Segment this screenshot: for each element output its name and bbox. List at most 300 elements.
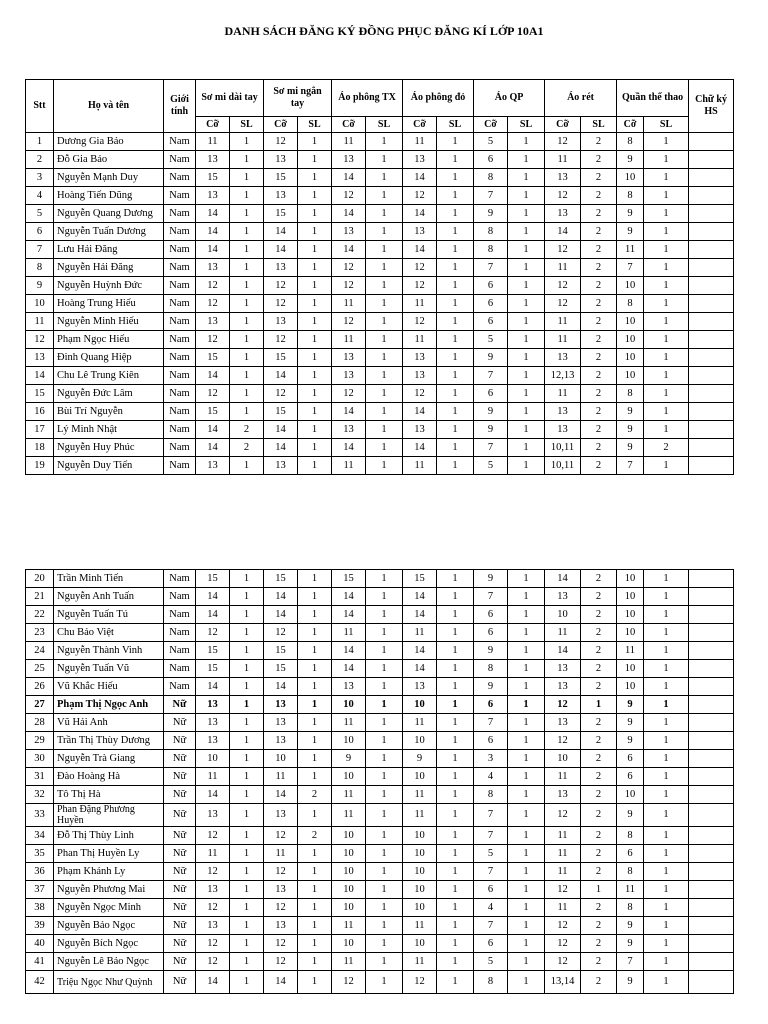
qty-cell: 1	[437, 169, 474, 187]
size-cell: 12	[264, 863, 298, 881]
qty-cell: 2	[581, 678, 617, 696]
size-cell: 13	[403, 367, 437, 385]
size-cell: 12	[332, 259, 366, 277]
qty-cell: 1	[298, 642, 332, 660]
gender-cell: Nam	[164, 169, 196, 187]
qty-cell: 1	[508, 714, 545, 732]
size-cell: 6	[474, 277, 508, 295]
student-name: Lý Minh Nhật	[54, 421, 164, 439]
size-cell: 10	[332, 935, 366, 953]
qty-cell: 1	[508, 367, 545, 385]
qty-cell: 1	[437, 259, 474, 277]
size-cell: 13	[403, 151, 437, 169]
student-name: Trần Thị Thùy Dương	[54, 732, 164, 750]
student-name: Phạm Khánh Ly	[54, 863, 164, 881]
qty-cell: 1	[298, 953, 332, 971]
qty-cell: 1	[508, 223, 545, 241]
size-cell: 13	[196, 714, 230, 732]
qty-cell: 1	[298, 696, 332, 714]
size-cell: 10	[332, 732, 366, 750]
qty-cell: 1	[366, 678, 403, 696]
student-name: Nguyễn Đức Lâm	[54, 385, 164, 403]
size-cell: 7	[474, 917, 508, 935]
size-cell: 11	[403, 624, 437, 642]
row-number: 1	[26, 133, 54, 151]
table-row	[26, 899, 734, 917]
qty-cell: 2	[581, 331, 617, 349]
qty-cell: 1	[644, 696, 689, 714]
qty-cell: 1	[508, 277, 545, 295]
size-cell: 10	[332, 899, 366, 917]
size-cell: 14	[403, 588, 437, 606]
table-row	[26, 295, 734, 313]
qty-cell: 1	[644, 295, 689, 313]
size-cell: 8	[617, 187, 644, 205]
qty-cell: 1	[508, 259, 545, 277]
size-cell: 7	[474, 804, 508, 827]
qty-cell: 1	[366, 845, 403, 863]
qty-cell: 1	[644, 349, 689, 367]
qty-cell: 1	[230, 313, 264, 331]
size-cell: 12	[264, 277, 298, 295]
size-header: Cỡ	[403, 117, 437, 133]
size-cell: 13	[545, 678, 581, 696]
qty-cell: 1	[366, 624, 403, 642]
qty-cell: 1	[437, 660, 474, 678]
size-cell: 8	[474, 169, 508, 187]
size-cell: 11	[617, 241, 644, 259]
qty-cell: 1	[366, 223, 403, 241]
gender-cell: Nữ	[164, 899, 196, 917]
gender-cell: Nữ	[164, 953, 196, 971]
qty-cell: 1	[230, 953, 264, 971]
qty-cell: 2	[644, 439, 689, 457]
qty-cell: 1	[230, 187, 264, 205]
qty-cell: 1	[644, 403, 689, 421]
table-row	[26, 151, 734, 169]
row-number: 31	[26, 768, 54, 786]
qty-cell: 1	[644, 277, 689, 295]
size-cell: 12	[196, 331, 230, 349]
qty-cell: 1	[230, 205, 264, 223]
qty-cell: 2	[581, 660, 617, 678]
size-cell: 12	[196, 277, 230, 295]
size-cell: 10	[545, 750, 581, 768]
size-cell: 13	[332, 349, 366, 367]
size-cell: 11	[332, 331, 366, 349]
qty-cell: 1	[298, 732, 332, 750]
size-cell: 13	[545, 169, 581, 187]
qty-cell: 2	[581, 917, 617, 935]
student-name: Hoàng Trung Hiếu	[54, 295, 164, 313]
qty-cell: 1	[298, 971, 332, 994]
qty-cell: 1	[366, 642, 403, 660]
gender-cell: Nữ	[164, 881, 196, 899]
gender-cell: Nam	[164, 313, 196, 331]
size-cell: 12	[545, 804, 581, 827]
size-cell: 13	[545, 403, 581, 421]
size-cell: 11	[403, 133, 437, 151]
qty-cell: 1	[366, 295, 403, 313]
qty-header: SL	[437, 117, 474, 133]
size-cell: 9	[617, 696, 644, 714]
size-cell: 3	[474, 750, 508, 768]
qty-cell: 1	[644, 385, 689, 403]
page-title: DANH SÁCH ĐĂNG KÝ ĐỒNG PHỤC ĐĂNG KÍ LỚP 10A1	[224, 24, 544, 38]
size-cell: 13	[332, 223, 366, 241]
size-cell: 12	[264, 331, 298, 349]
size-cell: 14	[196, 421, 230, 439]
qty-header: SL	[508, 117, 545, 133]
qty-cell: 2	[581, 295, 617, 313]
student-name: Nguyễn Tuấn Dương	[54, 223, 164, 241]
qty-cell: 1	[366, 421, 403, 439]
size-cell: 14	[403, 169, 437, 187]
qty-cell: 1	[298, 421, 332, 439]
qty-cell: 1	[437, 845, 474, 863]
signature-cell	[689, 313, 734, 331]
qty-cell: 1	[508, 696, 545, 714]
qty-cell: 1	[437, 917, 474, 935]
qty-cell: 1	[230, 642, 264, 660]
table-row	[26, 570, 734, 588]
student-name: Vũ Khắc Hiếu	[54, 678, 164, 696]
gender-cell: Nam	[164, 151, 196, 169]
size-cell: 14	[545, 223, 581, 241]
row-number: 12	[26, 331, 54, 349]
row-number: 16	[26, 403, 54, 421]
student-name: Nguyễn Thành Vinh	[54, 642, 164, 660]
size-header: Cỡ	[617, 117, 644, 133]
row-number: 20	[26, 570, 54, 588]
qty-cell: 1	[366, 696, 403, 714]
size-cell: 12	[332, 313, 366, 331]
qty-cell: 1	[298, 385, 332, 403]
qty-cell: 1	[644, 971, 689, 994]
qty-cell: 2	[581, 971, 617, 994]
qty-cell: 1	[230, 881, 264, 899]
signature-cell	[689, 953, 734, 971]
size-cell: 11	[545, 768, 581, 786]
signature-cell	[689, 750, 734, 768]
size-cell: 11	[332, 917, 366, 935]
student-name: Nguyễn Phương Mai	[54, 881, 164, 899]
student-name: Đào Hoàng Hà	[54, 768, 164, 786]
size-cell: 9	[617, 804, 644, 827]
qty-cell: 1	[644, 642, 689, 660]
table-row	[26, 935, 734, 953]
gender-cell: Nam	[164, 606, 196, 624]
size-cell: 11	[403, 804, 437, 827]
qty-cell: 1	[298, 899, 332, 917]
row-number: 36	[26, 863, 54, 881]
student-name: Nguyễn Mạnh Duy	[54, 169, 164, 187]
qty-cell: 1	[366, 786, 403, 804]
qty-cell: 1	[366, 606, 403, 624]
qty-cell: 1	[437, 768, 474, 786]
qty-cell: 1	[366, 570, 403, 588]
size-cell: 11	[332, 786, 366, 804]
size-cell: 11	[545, 331, 581, 349]
signature-cell	[689, 642, 734, 660]
size-cell: 14	[264, 223, 298, 241]
size-cell: 12	[332, 277, 366, 295]
qty-cell: 2	[581, 953, 617, 971]
signature-cell	[689, 768, 734, 786]
qty-cell: 1	[437, 606, 474, 624]
qty-cell: 1	[437, 241, 474, 259]
size-cell: 11	[403, 714, 437, 732]
gender-cell: Nam	[164, 367, 196, 385]
signature-cell	[689, 570, 734, 588]
qty-cell: 1	[644, 863, 689, 881]
row-number: 33	[26, 804, 54, 827]
row-number: 3	[26, 169, 54, 187]
qty-cell: 2	[581, 421, 617, 439]
row-number: 30	[26, 750, 54, 768]
size-cell: 11	[332, 133, 366, 151]
qty-cell: 1	[230, 570, 264, 588]
size-cell: 10	[617, 606, 644, 624]
size-cell: 14	[196, 367, 230, 385]
qty-cell: 1	[230, 151, 264, 169]
student-name: Triệu Ngọc Như Quỳnh	[54, 971, 164, 994]
size-cell: 15	[196, 403, 230, 421]
size-cell: 13	[545, 660, 581, 678]
gender-cell: Nữ	[164, 917, 196, 935]
qty-cell: 1	[366, 277, 403, 295]
student-name: Đỗ Thị Thùy Linh	[54, 827, 164, 845]
qty-cell: 1	[366, 349, 403, 367]
qty-cell: 1	[508, 570, 545, 588]
qty-cell: 1	[230, 403, 264, 421]
size-cell: 13	[264, 732, 298, 750]
size-cell: 11	[332, 804, 366, 827]
qty-cell: 1	[644, 732, 689, 750]
size-cell: 12	[545, 953, 581, 971]
size-cell: 13	[196, 917, 230, 935]
row-number: 9	[26, 277, 54, 295]
qty-cell: 1	[437, 696, 474, 714]
size-cell: 4	[474, 768, 508, 786]
qty-cell: 1	[298, 169, 332, 187]
size-cell: 5	[474, 133, 508, 151]
size-cell: 13	[264, 187, 298, 205]
size-cell: 13	[196, 259, 230, 277]
size-cell: 6	[474, 295, 508, 313]
student-name: Phan Thị Huyền Ly	[54, 845, 164, 863]
table-row	[26, 660, 734, 678]
size-cell: 11	[545, 845, 581, 863]
size-cell: 15	[196, 349, 230, 367]
signature-cell	[689, 678, 734, 696]
qty-cell: 1	[366, 953, 403, 971]
size-cell: 7	[474, 439, 508, 457]
signature-cell	[689, 935, 734, 953]
table-row	[26, 457, 734, 475]
size-cell: 14	[196, 205, 230, 223]
size-cell: 9	[474, 205, 508, 223]
size-cell: 11	[196, 845, 230, 863]
size-cell: 12	[196, 953, 230, 971]
size-cell: 14	[196, 606, 230, 624]
size-header: Cỡ	[474, 117, 508, 133]
size-cell: 6	[474, 935, 508, 953]
size-cell: 9	[617, 714, 644, 732]
row-number: 23	[26, 624, 54, 642]
qty-cell: 1	[644, 223, 689, 241]
qty-cell: 1	[230, 971, 264, 994]
size-cell: 12	[545, 696, 581, 714]
size-cell: 13	[196, 313, 230, 331]
row-number: 42	[26, 971, 54, 994]
student-name: Nguyễn Bích Ngọc	[54, 935, 164, 953]
size-cell: 14	[403, 205, 437, 223]
qty-cell: 1	[230, 768, 264, 786]
qty-cell: 1	[437, 863, 474, 881]
qty-cell: 2	[581, 624, 617, 642]
size-cell: 5	[474, 331, 508, 349]
size-cell: 11	[545, 385, 581, 403]
gender-cell: Nữ	[164, 786, 196, 804]
table-row	[26, 642, 734, 660]
gender-cell: Nam	[164, 187, 196, 205]
gender-cell: Nam	[164, 349, 196, 367]
qty-header: SL	[230, 117, 264, 133]
student-name: Đỗ Gia Bảo	[54, 151, 164, 169]
qty-cell: 1	[644, 259, 689, 277]
size-cell: 12	[545, 917, 581, 935]
qty-cell: 1	[298, 241, 332, 259]
student-name: Bùi Trí Nguyễn	[54, 403, 164, 421]
qty-cell: 1	[230, 714, 264, 732]
size-cell: 15	[196, 169, 230, 187]
qty-cell: 1	[366, 899, 403, 917]
size-cell: 13	[264, 259, 298, 277]
size-cell: 11	[617, 881, 644, 899]
signature-cell	[689, 295, 734, 313]
qty-cell: 1	[508, 971, 545, 994]
size-cell: 13	[264, 151, 298, 169]
qty-cell: 1	[298, 403, 332, 421]
size-cell: 13	[196, 457, 230, 475]
size-cell: 12	[403, 277, 437, 295]
qty-cell: 2	[581, 750, 617, 768]
qty-cell: 1	[230, 331, 264, 349]
table-row	[26, 385, 734, 403]
size-cell: 14	[264, 971, 298, 994]
qty-cell: 1	[230, 804, 264, 827]
size-cell: 13	[264, 804, 298, 827]
table-row	[26, 804, 734, 827]
table-row	[26, 606, 734, 624]
gender-cell: Nam	[164, 678, 196, 696]
qty-cell: 1	[644, 169, 689, 187]
qty-cell: 1	[508, 349, 545, 367]
signature-cell	[689, 786, 734, 804]
row-number: 27	[26, 696, 54, 714]
gender-cell: Nữ	[164, 696, 196, 714]
table-row	[26, 169, 734, 187]
row-number: 8	[26, 259, 54, 277]
qty-cell: 1	[644, 845, 689, 863]
table-row	[26, 863, 734, 881]
size-cell: 11	[332, 714, 366, 732]
size-cell: 10	[196, 750, 230, 768]
size-cell: 12	[264, 385, 298, 403]
size-cell: 12	[403, 187, 437, 205]
size-cell: 8	[617, 863, 644, 881]
gender-cell: Nam	[164, 295, 196, 313]
qty-cell: 2	[581, 732, 617, 750]
gender-cell: Nam	[164, 457, 196, 475]
student-name: Hoàng Tiến Dũng	[54, 187, 164, 205]
qty-cell: 1	[230, 696, 264, 714]
qty-cell: 2	[298, 786, 332, 804]
size-cell: 14	[264, 421, 298, 439]
student-name: Lưu Hải Đăng	[54, 241, 164, 259]
qty-cell: 1	[508, 205, 545, 223]
signature-cell	[689, 223, 734, 241]
size-cell: 14	[332, 241, 366, 259]
size-cell: 15	[264, 349, 298, 367]
qty-cell: 2	[581, 169, 617, 187]
qty-cell: 1	[437, 421, 474, 439]
qty-cell: 1	[230, 457, 264, 475]
size-cell: 9	[474, 421, 508, 439]
size-cell: 9	[474, 403, 508, 421]
qty-cell: 1	[298, 714, 332, 732]
qty-cell: 2	[230, 421, 264, 439]
size-cell: 14	[403, 660, 437, 678]
student-name: Nguyễn Trà Giang	[54, 750, 164, 768]
qty-cell: 1	[437, 899, 474, 917]
size-cell: 14	[332, 169, 366, 187]
gender-cell: Nữ	[164, 935, 196, 953]
size-cell: 7	[617, 953, 644, 971]
qty-cell: 1	[508, 313, 545, 331]
size-cell: 11	[332, 953, 366, 971]
qty-cell: 1	[366, 169, 403, 187]
qty-cell: 1	[230, 223, 264, 241]
size-cell: 12	[545, 187, 581, 205]
qty-cell: 1	[230, 935, 264, 953]
size-cell: 9	[617, 205, 644, 223]
student-name: Nguyễn Anh Tuấn	[54, 588, 164, 606]
gender-cell: Nam	[164, 223, 196, 241]
size-cell: 14	[403, 606, 437, 624]
qty-cell: 1	[437, 439, 474, 457]
size-header: Cỡ	[264, 117, 298, 133]
signature-cell	[689, 863, 734, 881]
table-row	[26, 917, 734, 935]
size-cell: 11	[617, 642, 644, 660]
size-cell: 13	[264, 457, 298, 475]
size-cell: 8	[474, 223, 508, 241]
group-header: Áo phông đỏ	[403, 80, 474, 117]
size-cell: 8	[617, 295, 644, 313]
size-cell: 7	[617, 457, 644, 475]
size-cell: 9	[474, 678, 508, 696]
size-cell: 10	[332, 845, 366, 863]
qty-cell: 1	[298, 660, 332, 678]
row-number: 39	[26, 917, 54, 935]
gender-cell: Nam	[164, 133, 196, 151]
size-cell: 10	[403, 732, 437, 750]
row-number: 40	[26, 935, 54, 953]
size-cell: 11	[545, 624, 581, 642]
size-cell: 12	[545, 295, 581, 313]
